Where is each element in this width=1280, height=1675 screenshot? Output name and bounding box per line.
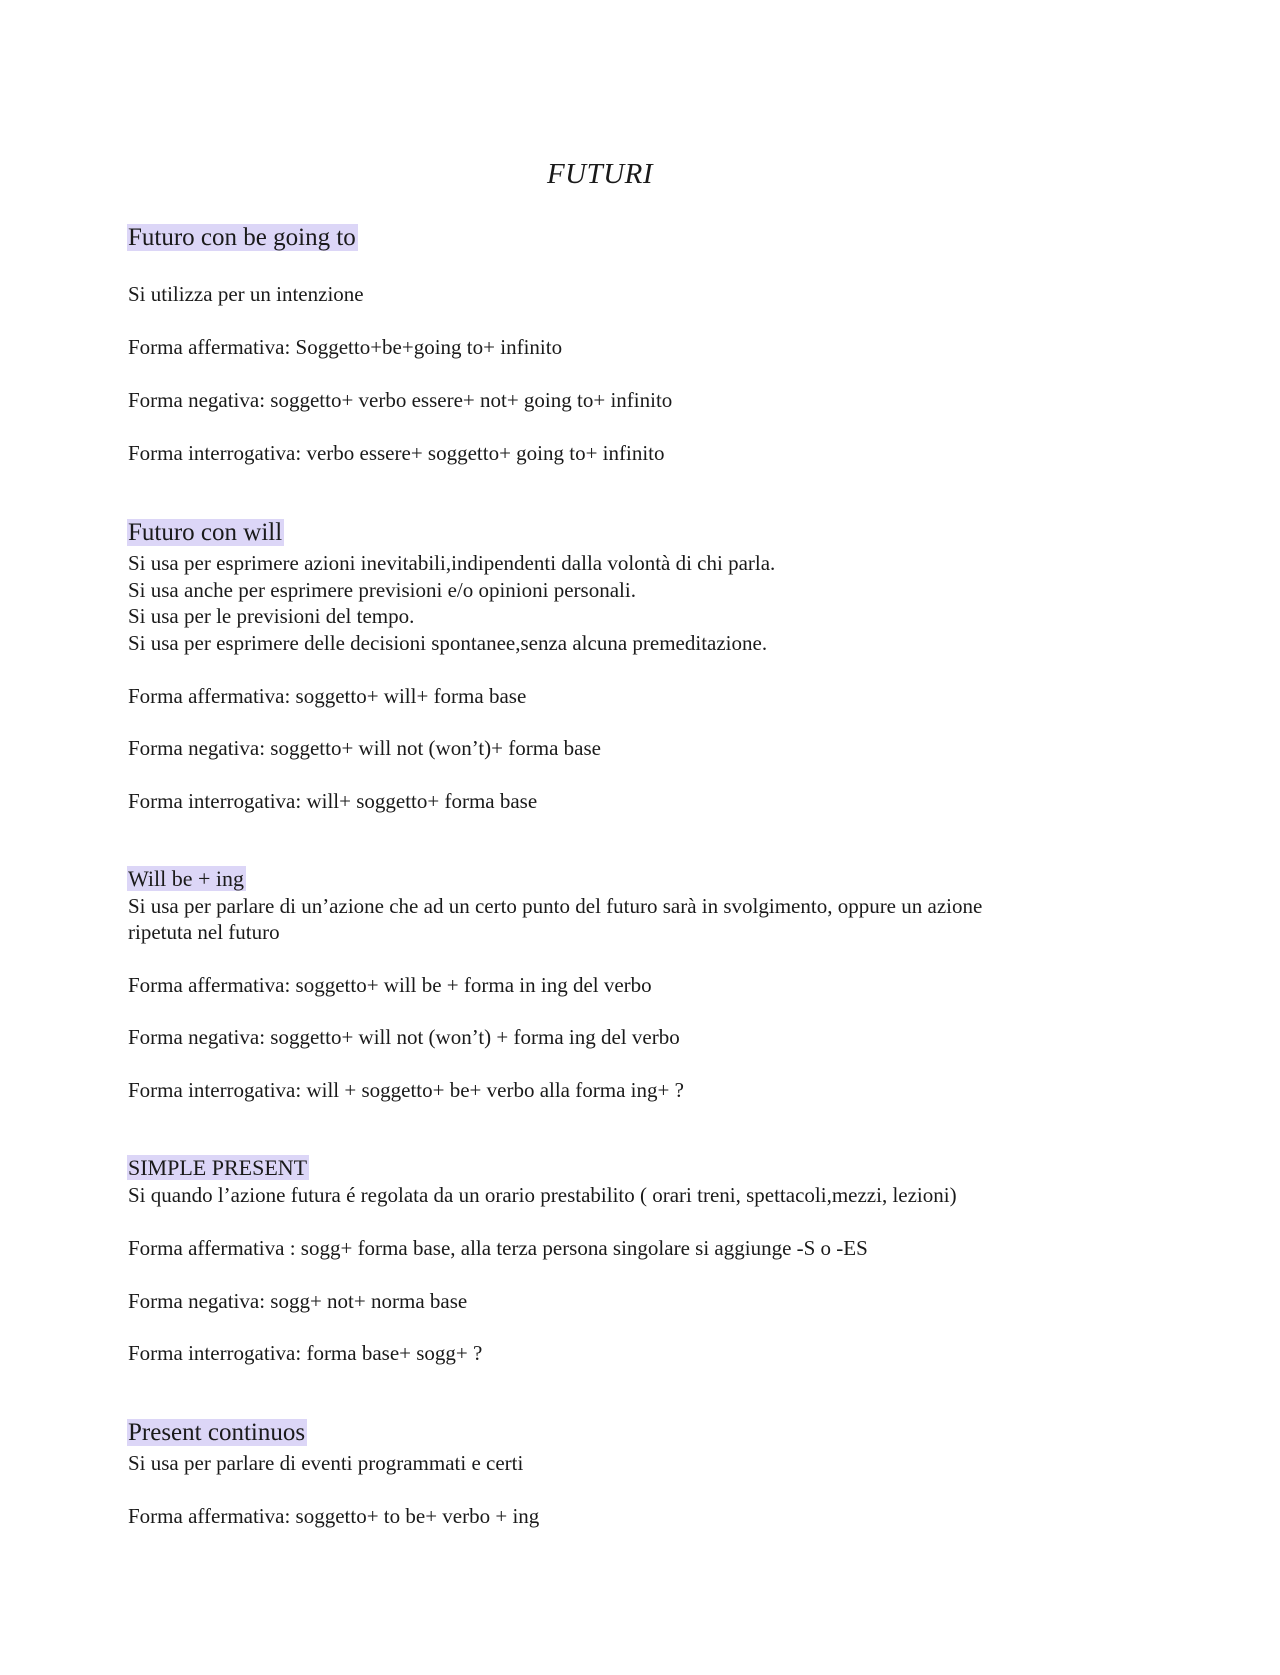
text-line: Forma affermativa: soggetto+ will be + forma in ing del verbo (128, 973, 652, 997)
section-heading-will-be-ing (127, 866, 246, 892)
text-line: Forma negativa: soggetto+ verbo essere+ not+ going to+ infinito (128, 388, 673, 412)
text-line: Forma negativa: sogg+ not+ norma base (128, 1289, 468, 1313)
section-heading-simple-present (127, 1155, 309, 1181)
text-line: ripetuta nel futuro (128, 920, 280, 944)
heading-highlight: SIMPLE PRESENT (128, 1155, 308, 1180)
text-line: Forma interrogativa: will+ soggetto+ forma base (128, 789, 538, 813)
text-line: Si usa per le previsioni del tempo. (128, 604, 415, 628)
section-heading-be-going-to (127, 223, 358, 253)
text-line: Si usa per parlare di un’azione che ad un certo punto del futuro sarà in svolgimento, oppure un azione (128, 894, 983, 918)
text-line: Forma affermativa : sogg+ forma base, alla terza persona singolare si aggiunge -S o -ES (128, 1236, 868, 1260)
text-line: Si usa per esprimere azioni inevitabili,indipendenti dalla volontà di chi parla. (128, 551, 776, 575)
text-line: Forma interrogativa: forma base+ sogg+ ? (128, 1341, 483, 1365)
text-line: Si utilizza per un intenzione (128, 282, 364, 306)
text-line: Forma interrogativa: verbo essere+ soggetto+ going to+ infinito (128, 441, 665, 465)
text-line: Forma interrogativa: will + soggetto+ be+ verbo alla forma ing+ ? (128, 1078, 684, 1102)
document-title: FUTURI (546, 158, 654, 190)
text-line: Forma negativa: soggetto+ will not (won’t)+ forma base (128, 736, 601, 760)
text-line: Forma affermativa: soggetto+ will+ forma base (128, 684, 527, 708)
text-line: Forma negativa: soggetto+ will not (won’t) + forma ing del verbo (128, 1025, 680, 1049)
text-line: Forma affermativa: Soggetto+be+going to+ infinito (128, 335, 563, 359)
heading-highlight: Will be + ing (128, 866, 245, 891)
text-line: Si usa per esprimere delle decisioni spontanee,senza alcuna premeditazione. (128, 631, 768, 655)
section-heading-present-continuos (127, 1418, 307, 1448)
section-heading-will (127, 518, 284, 548)
text-line: Si quando l’azione futura é regolata da un orario prestabilito ( orari treni, spettacoli,mezzi, lezioni) (128, 1183, 957, 1207)
heading-highlight: Futuro con will (128, 519, 283, 546)
text-line: Forma affermativa: soggetto+ to be+ verbo + ing (128, 1504, 540, 1528)
text-line: Si usa anche per esprimere previsioni e/o opinioni personali. (128, 578, 636, 602)
text-line: Si usa per parlare di eventi programmati e certi (128, 1451, 524, 1475)
heading-highlight: Futuro con be going to (128, 224, 356, 251)
heading-highlight: Present continuos (128, 1419, 306, 1446)
